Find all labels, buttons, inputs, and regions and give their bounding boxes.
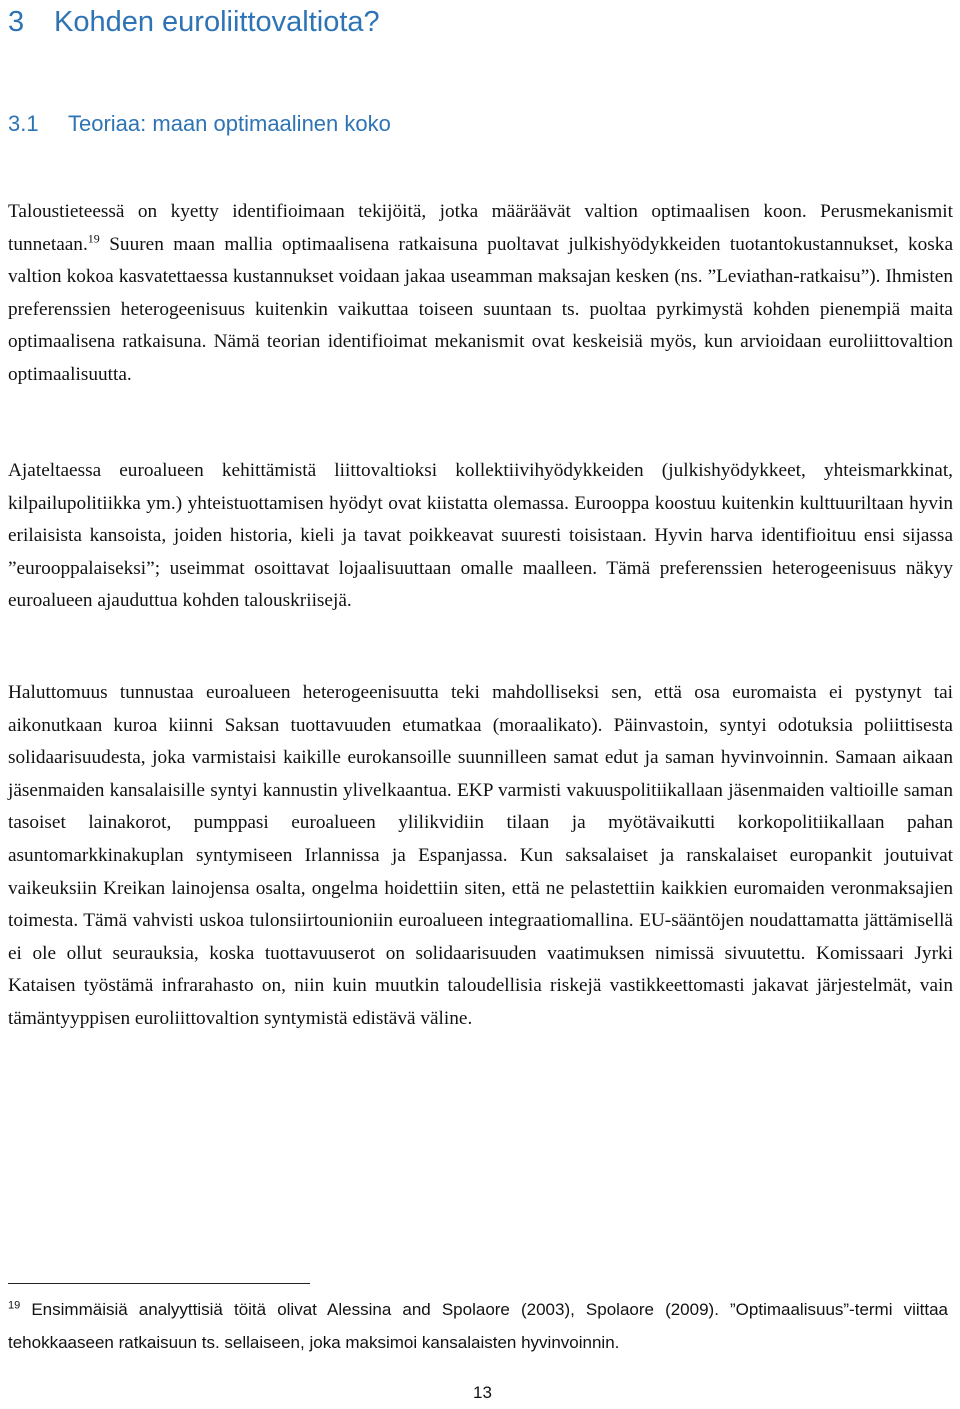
section-number: 3.1 bbox=[8, 111, 39, 136]
paragraph-1 bbox=[8, 196, 953, 392]
chapter-title: Kohden euroliittovaltiota? bbox=[54, 6, 380, 38]
paragraph-1-part-b: Suuren maan mallia optimaalisena ratkaisuna puoltavat julkishyödykkeiden tuotantokustannukset, koska valtion kokoa kasvatettaessa kustannukset voidaan jakaa useamman maksajan kesken (ns. ”Leviathan-ratkaisu”). Ihmisten preferenssien heterogeenisuus kuitenkin vaikuttaa toiseen suuntaan ts. puoltaa pyrkimystä kohden pienempiä maita optimaalisena ratkaisuna. Nämä teorian identifioimat mekanismit ovat keskeisiä myös, kun arvioidaan euroliittovaltion optimaalisuutta. bbox=[8, 233, 953, 385]
footnote-number: 19 bbox=[8, 1299, 21, 1312]
footnote-reference[interactable]: 19 bbox=[87, 231, 100, 246]
paragraph-1-part-a: Taloustieteessä on kyetty identifioimaan tekijöitä, jotka määräävät valtion optimaalisen koon. Perusmekanismit tunnetaan. bbox=[8, 201, 953, 255]
chapter-number: 3 bbox=[8, 6, 25, 38]
chapter-heading bbox=[8, 2, 380, 42]
section-title: Teoriaa: maan optimaalinen koko bbox=[68, 111, 391, 136]
footnote-text: Ensimmäisiä analyyttisiä töitä olivat Alessina and Spolaore (2003), Spolaore (2009). ”Optimaalisuus”-termi viittaa tehokkaaseen ratkaisuun ts. sellaiseen, joka maksimoi kansalaisten hyvinvoinnin. bbox=[8, 1300, 948, 1352]
section-heading bbox=[8, 108, 391, 140]
page-number: 13 bbox=[473, 1383, 492, 1402]
paragraph-2: Ajateltaessa euroalueen kehittämistä liittovaltioksi kollektiivihyödykkeiden (julkishyödykkeet, yhteismarkkinat, kilpailupolitiikka ym.) yhteistuottamisen hyödyt ovat kiistatta olemassa. Eurooppa koostuu kuitenkin kulttuuriltaan hyvin erilaisista kansoista, joiden historia, kieli ja tavat poikkeavat suuresti toisistaan. Hyvin harva identifioituu ensi sijassa ”eurooppalaiseksi”; useimmat osoittavat lojaalisuuttaan omalle maalleen. Tämä preferenssien heterogeenisuus näkyy euroalueen ajauduttua kohden talouskriisejä. bbox=[8, 460, 953, 612]
footnote bbox=[8, 1293, 948, 1359]
footnote-separator bbox=[8, 1283, 310, 1284]
paragraph-3: Haluttomuus tunnustaa euroalueen heterogeenisuutta teki mahdolliseksi sen, että osa euromaista ei pystynyt tai aikonutkaan kuroa kiinni Saksan tuottavuuden etumatkaa (moraalikato). Päinvastoin, syntyi odotuksia poliittisesta solidaarisuudesta, joka varmistaisi kaikille eurokansoille suunnilleen samat edut ja saman hyvinvoinnin. Samaan aikaan jäsenmaiden kansalaisille syntyi kannustin ylivelkaantua. EKP varmisti vakuuspolitiikallaan jäsenmaiden valtioille saman tasoiset lainakorot, pumppasi euroalueen ylilikvidiin tilaan ja myötävaikutti korkopolitiikallaan pahan asuntomarkkinakuplan syntymiseen Irlannissa ja Espanjassa. Kun saksalaiset ja ranskalaiset europankit joutuivat vaikeuksiin Kreikan lainojensa osalta, ongelma hoidettiin siten, että ne pelastettiin kaikkien euromaiden veronmaksajien toimesta. Tämä vahvisti uskoa tulonsiirtounioniin euroalueen integraatiomallina. EU-sääntöjen noudattamatta jättämisellä ei ole ollut seurauksia, koska tuottavuuserot on solidaarisuuden vaatimuksen nimissä sivuutettu. Komissaari Jyrki Kataisen työstämä infrarahasto on, niin kuin muutkin taloudellisia riskejä vastikkeettomasti jakavat järjestelmät, vain tämäntyyppisen euroliittovaltion syntymistä edistävä väline. bbox=[8, 682, 953, 1029]
